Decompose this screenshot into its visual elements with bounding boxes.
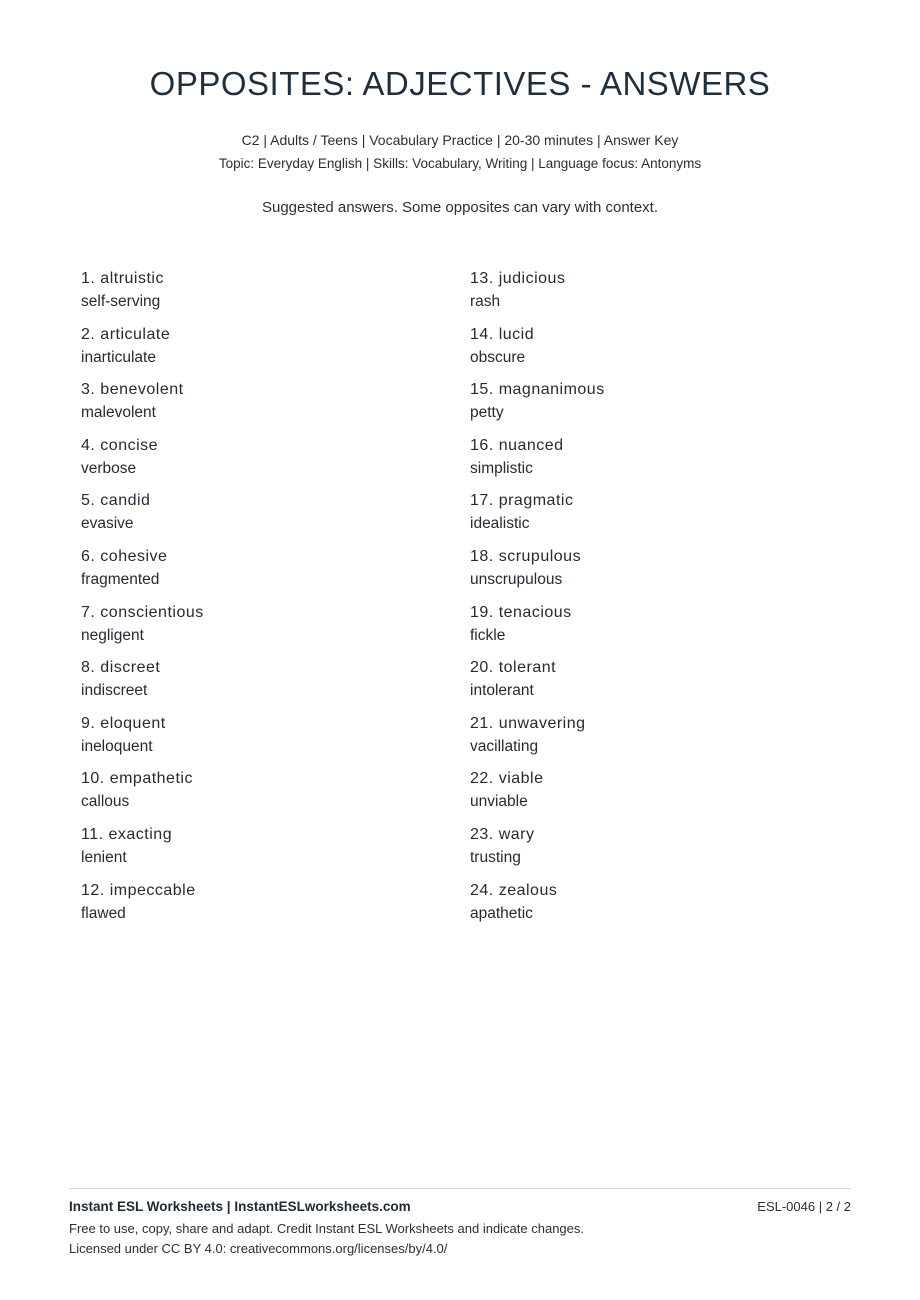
worksheet-topic-line: Topic: Everyday English | Skills: Vocabulary, Writing | Language focus: Antonyms (218, 156, 702, 171)
vocabulary-word: 11. exacting (81, 825, 173, 843)
opposite-answer: self-serving (81, 293, 161, 310)
opposite-answer: unviable (470, 793, 528, 811)
answer-item (81, 379, 441, 435)
vocabulary-word: 13. judicious (470, 270, 566, 287)
vocabulary-word: 18. scrupulous (470, 547, 582, 565)
answer-item (470, 490, 830, 546)
answer-item (470, 768, 830, 824)
answer-item (81, 713, 441, 769)
answer-item (470, 435, 830, 491)
vocabulary-word: 22. viable (470, 770, 544, 788)
opposite-answer: vacillating (470, 737, 539, 755)
vocabulary-word: 5. candid (81, 492, 151, 510)
vocabulary-word: 2. articulate (81, 325, 171, 343)
opposite-answer: petty (470, 404, 504, 422)
opposite-answer: callous (81, 793, 130, 811)
vocabulary-word: 10. empathetic (81, 770, 193, 788)
answer-item (470, 324, 830, 380)
license-link-text: Licensed under CC BY 4.0: creativecommons.org/licenses/by/4.0/ (69, 1241, 448, 1256)
page-title: OPPOSITES: ADJECTIVES - ANSWERS (149, 65, 771, 102)
answer-item (81, 435, 441, 491)
vocabulary-word: 1. altruistic (81, 270, 164, 287)
opposite-answer: simplistic (470, 459, 533, 477)
vocabulary-word: 6. cohesive (81, 547, 168, 565)
answer-item (470, 379, 830, 435)
vocabulary-word: 15. magnanimous (470, 381, 605, 399)
vocabulary-word: 9. eloquent (81, 714, 166, 732)
footer-brand: Instant ESL Worksheets | InstantESLworksheets.com (69, 1199, 411, 1214)
vocabulary-word: 17. pragmatic (470, 492, 574, 510)
opposite-answer: unscrupulous (470, 570, 563, 588)
answer-item (81, 657, 441, 713)
vocabulary-word: 23. wary (470, 825, 535, 843)
answer-item (470, 602, 830, 658)
opposite-answer: apathetic (470, 904, 533, 922)
worksheet-meta-line: C2 | Adults / Teens | Vocabulary Practice | 20-30 minutes | Answer Key (241, 132, 679, 148)
opposite-answer: indiscreet (81, 682, 148, 700)
answer-item (81, 880, 441, 936)
opposite-answer: fragmented (81, 570, 160, 588)
answer-item (81, 602, 441, 658)
opposite-answer: evasive (81, 515, 134, 533)
answer-item (81, 768, 441, 824)
footer-divider (69, 1188, 851, 1189)
answer-item (81, 824, 441, 880)
opposite-answer: negligent (81, 626, 144, 644)
opposite-answer: malevolent (81, 404, 156, 422)
answer-item (470, 713, 830, 769)
vocabulary-word: 12. impeccable (81, 881, 196, 899)
answer-item (470, 880, 830, 936)
opposite-answer: intolerant (470, 682, 534, 700)
opposite-answer: rash (470, 293, 501, 310)
vocabulary-word: 24. zealous (470, 881, 558, 899)
answers-column-left (81, 268, 441, 935)
opposite-answer: verbose (81, 459, 137, 477)
vocabulary-word: 20. tolerant (470, 659, 557, 677)
answer-item (470, 657, 830, 713)
vocabulary-word: 4. concise (81, 436, 159, 454)
opposite-answer: fickle (470, 626, 506, 644)
answer-item (81, 268, 441, 324)
opposite-answer: lenient (81, 848, 127, 866)
page-code: ESL-0046 | 2 / 2 (757, 1199, 851, 1214)
answer-item (81, 324, 441, 380)
license-text: Free to use, copy, share and adapt. Credit Instant ESL Worksheets and indicate changes. (69, 1221, 585, 1236)
opposite-answer: trusting (470, 848, 521, 866)
opposite-answer: ineloquent (81, 737, 153, 755)
opposite-answer: obscure (470, 348, 526, 366)
answers-column-right (470, 268, 830, 935)
opposite-answer: inarticulate (81, 348, 156, 366)
answer-item (81, 490, 441, 546)
answer-item (470, 546, 830, 602)
vocabulary-word: 16. nuanced (470, 436, 564, 454)
vocabulary-word: 14. lucid (470, 325, 535, 343)
answer-item (81, 546, 441, 602)
vocabulary-word: 7. conscientious (81, 603, 204, 621)
answer-item (470, 268, 830, 324)
opposite-answer: idealistic (470, 515, 530, 533)
opposite-answer: flawed (81, 904, 126, 922)
vocabulary-word: 21. unwavering (470, 714, 586, 732)
vocabulary-word: 8. discreet (81, 659, 161, 677)
instructions-note: Suggested answers. Some opposites can vary with context. (261, 199, 659, 216)
answer-item (470, 824, 830, 880)
vocabulary-word: 3. benevolent (81, 381, 184, 399)
vocabulary-word: 19. tenacious (470, 603, 572, 621)
